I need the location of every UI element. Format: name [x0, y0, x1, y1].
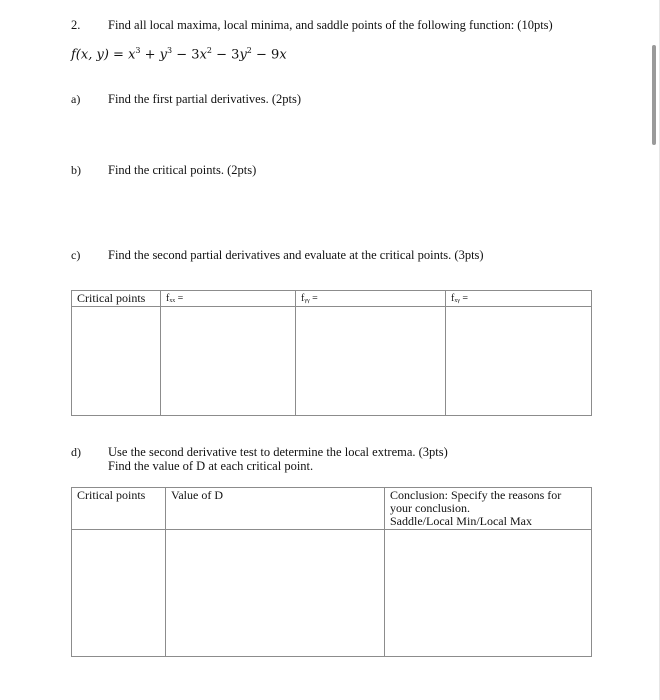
second-derivatives-table [71, 290, 592, 416]
exp-3: 2 [206, 46, 212, 55]
table2-header-row [72, 488, 592, 530]
table1-cell[interactable] [72, 307, 161, 416]
op-3: − 3 [212, 47, 240, 63]
term-x3: x [128, 47, 136, 63]
conclusion-line-1: Conclusion: Specify the reasons for [390, 488, 562, 502]
question-number: 2. [71, 18, 81, 32]
term-9x: x [279, 47, 287, 63]
table1-body-row [72, 307, 592, 416]
table1-col-fxx: fₓₓ = [161, 291, 296, 307]
part-c-text: Find the second partial derivatives and evaluate at the critical points. (3pts) [108, 248, 484, 262]
part-d-text: Use the second derivative test to determine the local extrema. (3pts) [108, 445, 448, 459]
term-y2: y [239, 47, 247, 63]
table1-cell[interactable] [446, 307, 592, 416]
question-prompt: Find all local maxima, local minima, and saddle points of the following function: (10pts) [108, 18, 553, 32]
part-a-label: a) [71, 92, 81, 106]
conclusion-line-3: Saddle/Local Min/Local Max [390, 514, 532, 528]
table1-col-fxy: fₓᵧ = [446, 291, 592, 307]
table2-cell[interactable] [166, 530, 385, 657]
table2-col-value-of-d: Value of D [166, 488, 385, 530]
function-lhs: f(x, y) = [71, 47, 129, 63]
term-x2: x [199, 47, 207, 63]
part-c-label: c) [71, 248, 81, 262]
table2-col-conclusion [385, 488, 592, 530]
term-y3: y [159, 47, 168, 63]
table2-col-critical-points: Critical points [72, 488, 166, 530]
part-b-text: Find the critical points. (2pts) [108, 163, 257, 177]
op-4: − 9 [251, 47, 280, 63]
part-a-text: Find the first partial derivatives. (2pts) [108, 92, 302, 106]
table2-body-row [72, 530, 592, 657]
conclusion-line-2: your conclusion. [390, 501, 470, 515]
table1-col-fyy: fᵧᵧ = [296, 291, 446, 307]
op-1: + [140, 47, 160, 63]
part-d-label: d) [71, 445, 81, 459]
table1-cell[interactable] [296, 307, 446, 416]
table1-col-critical-points: Critical points [72, 291, 161, 307]
op-2: − 3 [172, 47, 200, 63]
second-derivative-test-table [71, 487, 592, 657]
table1-cell[interactable] [161, 307, 296, 416]
exp-4: 2 [246, 46, 252, 55]
exp-2: 3 [167, 46, 173, 55]
table2-cell[interactable] [72, 530, 166, 657]
function-formula [71, 46, 287, 62]
scrollbar-thumb[interactable] [652, 45, 656, 145]
part-d-text-2: Find the value of D at each critical point. [108, 459, 314, 473]
exp-1: 3 [135, 46, 141, 55]
part-b-label: b) [71, 163, 81, 177]
table1-header-row [72, 291, 592, 307]
table2-cell[interactable] [385, 530, 592, 657]
